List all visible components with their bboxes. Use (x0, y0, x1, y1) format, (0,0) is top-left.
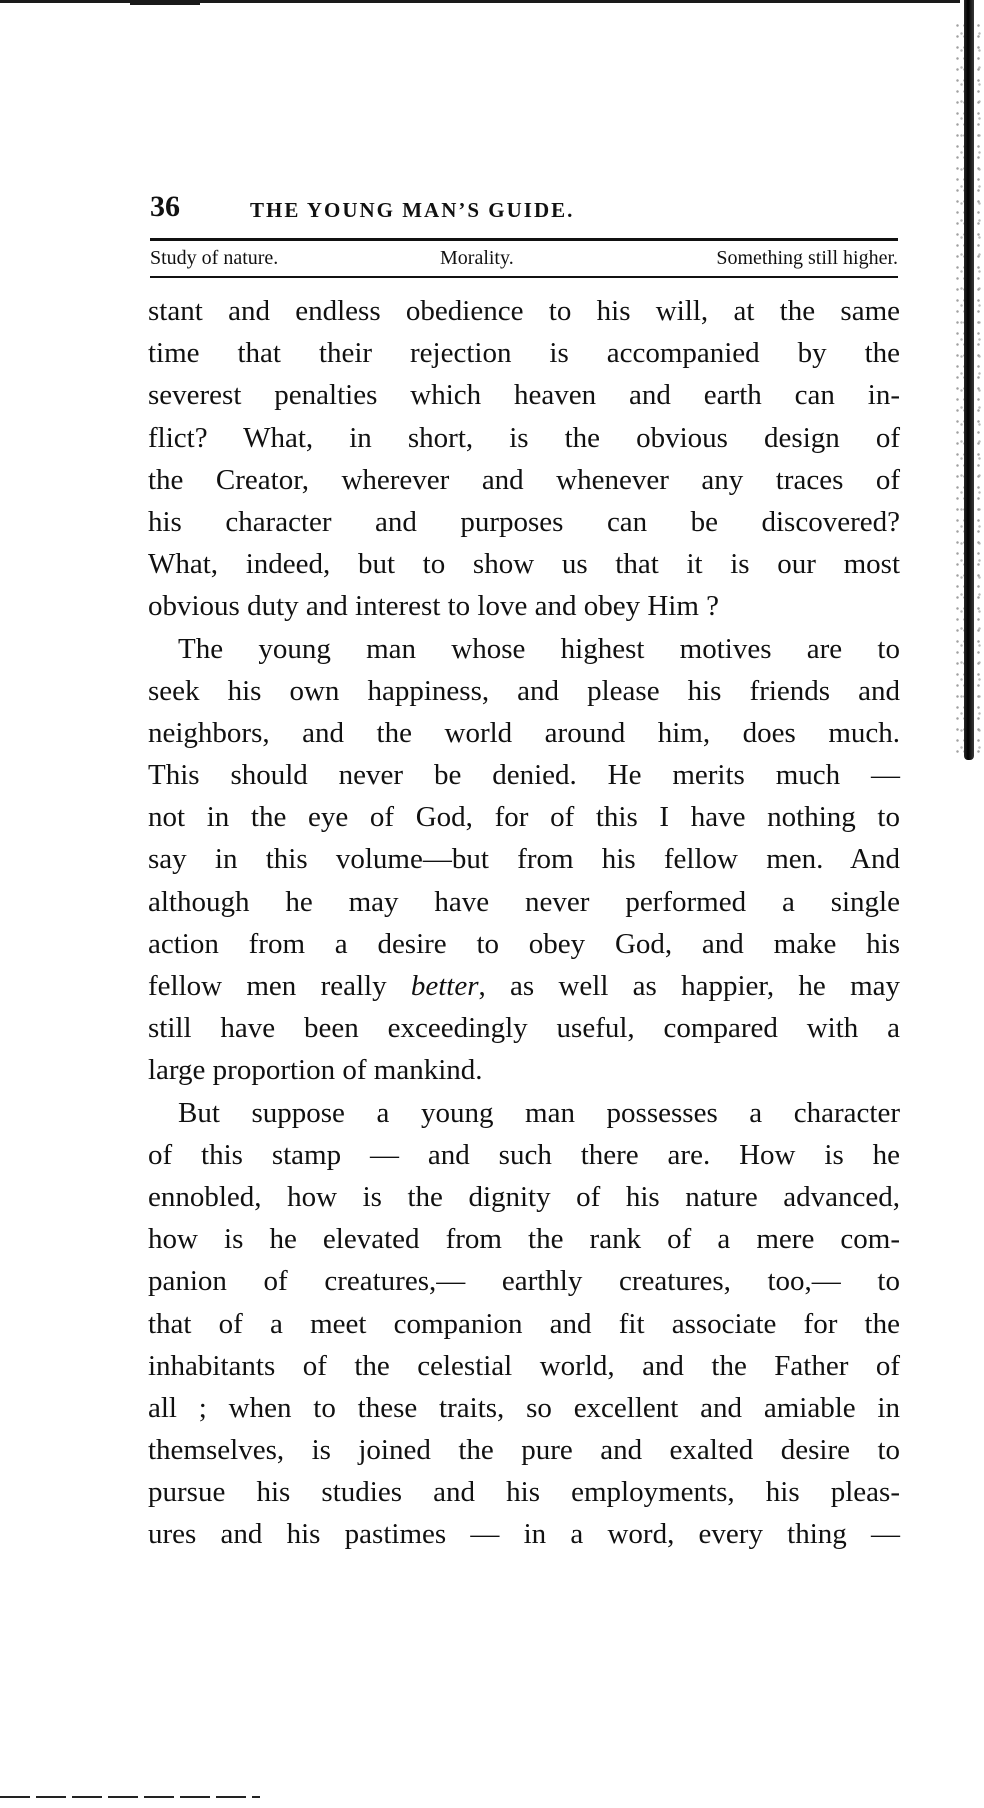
text-line-with-italic (148, 965, 900, 1007)
text-line: neighbors, and the world around him, does much. (148, 716, 900, 749)
text-line: large proportion of mankind. (148, 1054, 483, 1087)
page-body (148, 290, 900, 1556)
text-line: seek his own happiness, and please his friends and (148, 674, 900, 707)
text-run: , as well as happier, he may (478, 970, 901, 1002)
italic-word-better: better (410, 970, 479, 1002)
text-line: still have been exceedingly useful, compared with a (148, 1012, 900, 1045)
topic-something-higher: Something still higher. (716, 247, 898, 269)
topic-study-of-nature: Study of nature. (150, 247, 279, 269)
text-line: severest penalties which heaven and earth can in- (148, 379, 900, 412)
binding-spine (964, 0, 974, 760)
text-line: not in the eye of God, for of this I have nothing to (148, 801, 900, 834)
top-edge-mark (130, 3, 200, 5)
text-run: fellow men really (148, 970, 411, 1002)
text-line: ennobled, how is the dignity of his nature advanced, (148, 1180, 900, 1213)
text-line: how is he elevated from the rank of a mere com- (148, 1223, 900, 1256)
text-line: the Creator, wherever and whenever any traces of (148, 463, 900, 496)
text-line: But suppose a young man possesses a character (178, 1096, 900, 1129)
text-line: themselves, is joined the pure and exalted desire to (148, 1434, 900, 1467)
text-line: although he may have never performed a single (148, 885, 900, 918)
text-line: inhabitants of the celestial world, and the Father of (148, 1349, 900, 1382)
text-line: all ; when to these traits, so excellent and amiable in (148, 1391, 900, 1424)
text-line: action from a desire to obey God, and make his (148, 927, 900, 960)
book-title: THE YOUNG MAN’S GUIDE. (250, 198, 575, 222)
text-line: his character and purposes can be discovered? (148, 505, 900, 538)
text-line: The young man whose highest motives are to (178, 632, 900, 665)
bottom-edge-rule (0, 1796, 260, 1798)
paragraph-3 (148, 1092, 900, 1556)
text-line: panion of creatures,— earthly creatures, too,— to (148, 1265, 900, 1298)
text-line: say in this volume—but from his fellow men. And (148, 843, 900, 876)
text-line: of this stamp — and such there are. How is he (148, 1138, 900, 1171)
page-binding-edge (944, 0, 984, 780)
text-line: that of a meet companion and fit associate for the (148, 1307, 900, 1340)
header-rule-bottom (150, 276, 898, 278)
topic-morality: Morality. (440, 247, 514, 269)
text-line: obvious duty and interest to love and obey Him ? (148, 590, 720, 623)
topic-bar (150, 244, 898, 276)
header-rule-top (150, 238, 898, 241)
text-line: This should never be denied. He merits much — (148, 759, 900, 792)
text-line: pursue his studies and his employments, his pleas- (148, 1476, 900, 1509)
text-line: ures and his pastimes — in a word, every thing — (148, 1518, 900, 1551)
text-line: time that their rejection is accompanied by the (148, 337, 900, 370)
text-line: stant and endless obedience to his will, at the same (148, 295, 900, 327)
running-head (150, 190, 898, 230)
page-number: 36 (150, 190, 180, 223)
paragraph-2 (148, 628, 900, 1092)
text-line: What, indeed, but to show us that it is our most (148, 548, 900, 581)
paragraph-1 (148, 290, 900, 628)
text-line: flict? What, in short, is the obvious design of (148, 421, 900, 454)
